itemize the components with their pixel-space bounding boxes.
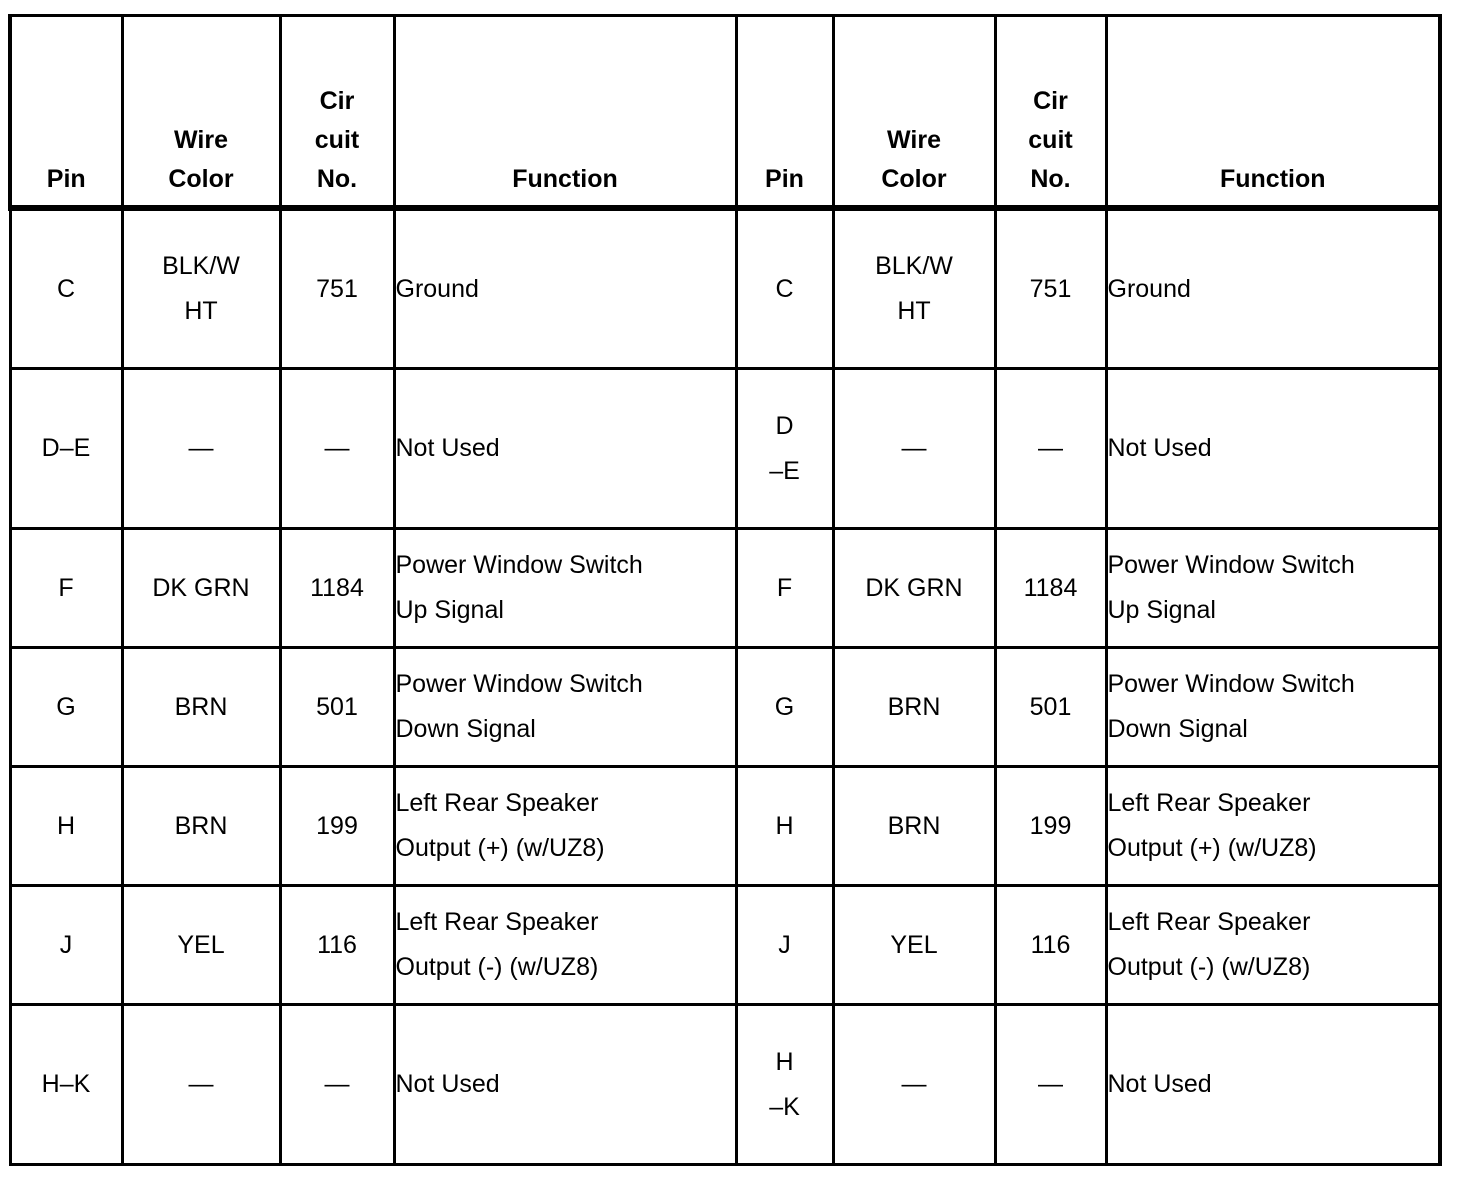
circuit-number-cell: 199 (280, 767, 394, 886)
circuit-number-cell: — (995, 369, 1106, 529)
header-wire-color-right: Wire Color (833, 16, 995, 209)
circuit-number-cell: — (280, 369, 394, 529)
table-row (10, 767, 1440, 886)
function-cell: Not Used (1106, 369, 1440, 529)
function-cell: Left Rear Speaker Output (-) (w/UZ8) (394, 886, 736, 1005)
table-header-row (10, 16, 1440, 209)
function-cell: Power Window Switch Down Signal (1106, 648, 1440, 767)
function-cell: Not Used (394, 369, 736, 529)
circuit-number-cell: 751 (280, 208, 394, 369)
pin-cell: H–K (10, 1005, 122, 1165)
wire-color-cell: BLK/W HT (122, 208, 280, 369)
pin-cell: H –K (736, 1005, 833, 1165)
pin-cell: C (736, 208, 833, 369)
function-cell: Left Rear Speaker Output (+) (w/UZ8) (394, 767, 736, 886)
circuit-number-cell: 501 (995, 648, 1106, 767)
function-cell: Power Window Switch Up Signal (394, 529, 736, 648)
wire-color-cell: BRN (833, 648, 995, 767)
wire-color-cell: BRN (833, 767, 995, 886)
circuit-number-cell: 501 (280, 648, 394, 767)
pin-cell: H (10, 767, 122, 886)
function-cell: Ground (1106, 208, 1440, 369)
wire-color-cell: YEL (833, 886, 995, 1005)
wire-color-cell: — (833, 369, 995, 529)
circuit-number-cell: 199 (995, 767, 1106, 886)
wire-color-cell: — (833, 1005, 995, 1165)
header-pin-right: Pin (736, 16, 833, 209)
wire-color-cell: — (122, 1005, 280, 1165)
pin-cell: J (10, 886, 122, 1005)
wire-color-cell: BRN (122, 767, 280, 886)
wire-color-cell: YEL (122, 886, 280, 1005)
circuit-number-cell: 1184 (280, 529, 394, 648)
pin-cell: G (736, 648, 833, 767)
wire-color-cell: BLK/W HT (833, 208, 995, 369)
function-cell: Left Rear Speaker Output (-) (w/UZ8) (1106, 886, 1440, 1005)
function-cell: Ground (394, 208, 736, 369)
wire-color-cell: DK GRN (122, 529, 280, 648)
pin-cell: D–E (10, 369, 122, 529)
wire-color-cell: DK GRN (833, 529, 995, 648)
pin-cell: J (736, 886, 833, 1005)
table-row (10, 208, 1440, 369)
function-cell: Power Window Switch Up Signal (1106, 529, 1440, 648)
circuit-number-cell: — (995, 1005, 1106, 1165)
pin-cell: G (10, 648, 122, 767)
header-wire-color-left: Wire Color (122, 16, 280, 209)
header-function-right: Function (1106, 16, 1440, 209)
table-row (10, 529, 1440, 648)
function-cell: Not Used (1106, 1005, 1440, 1165)
wire-color-cell: BRN (122, 648, 280, 767)
table-row (10, 648, 1440, 767)
table-row (10, 369, 1440, 529)
pin-cell: F (736, 529, 833, 648)
connector-pin-table (8, 14, 1442, 1166)
wire-color-cell: — (122, 369, 280, 529)
function-cell: Power Window Switch Down Signal (394, 648, 736, 767)
header-circuit-no-left: Cir cuit No. (280, 16, 394, 209)
header-circuit-no-right: Cir cuit No. (995, 16, 1106, 209)
circuit-number-cell: 751 (995, 208, 1106, 369)
table-row (10, 886, 1440, 1005)
circuit-number-cell: 116 (280, 886, 394, 1005)
circuit-number-cell: 1184 (995, 529, 1106, 648)
header-function-left: Function (394, 16, 736, 209)
pin-cell: F (10, 529, 122, 648)
pin-cell: C (10, 208, 122, 369)
connector-pin-table-page (8, 14, 1442, 1166)
circuit-number-cell: 116 (995, 886, 1106, 1005)
pin-cell: D –E (736, 369, 833, 529)
table-row (10, 1005, 1440, 1165)
header-pin-left: Pin (10, 16, 122, 209)
pin-cell: H (736, 767, 833, 886)
circuit-number-cell: — (280, 1005, 394, 1165)
function-cell: Not Used (394, 1005, 736, 1165)
function-cell: Left Rear Speaker Output (+) (w/UZ8) (1106, 767, 1440, 886)
